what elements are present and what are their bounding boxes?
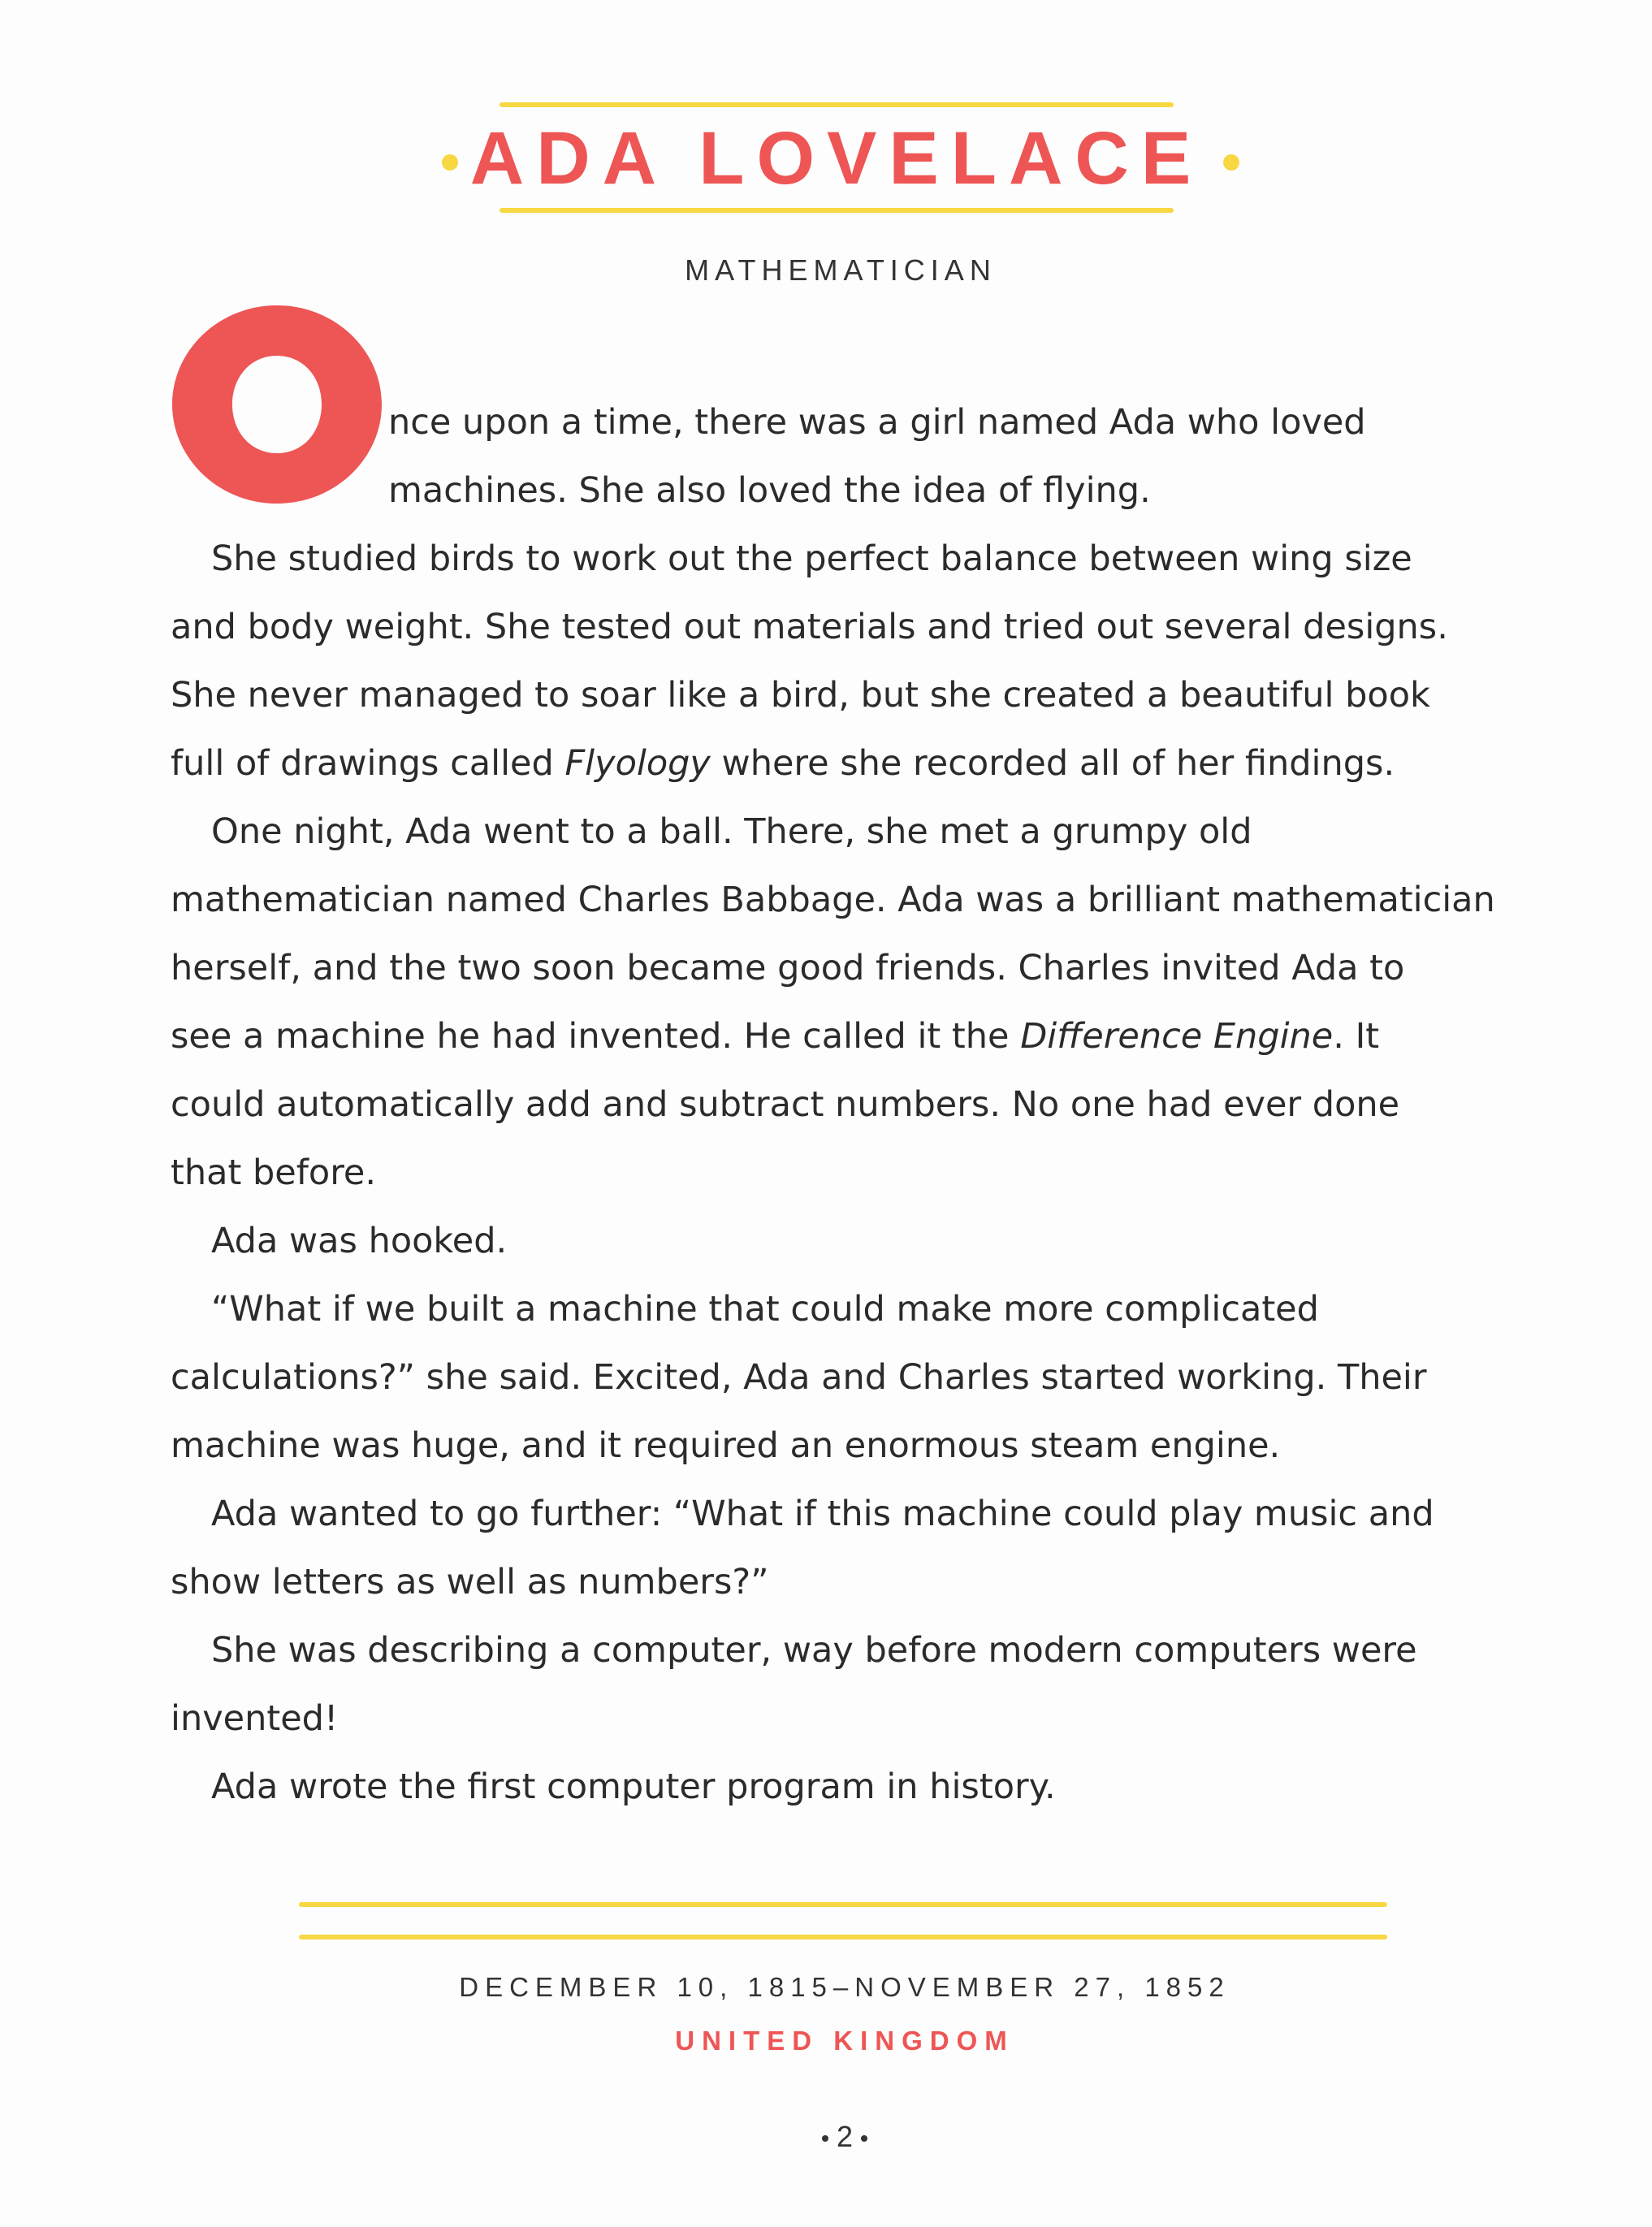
story-text-segment: that before. <box>171 1152 377 1193</box>
drop-cap-o-icon <box>169 302 385 507</box>
story-line <box>211 1217 507 1265</box>
title-top-rule <box>499 102 1174 107</box>
story-text-segment: where she recorded all of her findings. <box>710 743 1395 784</box>
story-text-segment: machine was huge, and it required an enormous steam engine. <box>171 1425 1281 1466</box>
story-text-segment: herself, and the two soon became good friends. Charles invited Ada to <box>171 948 1405 988</box>
profession-subtitle: MATHEMATICIAN <box>685 253 997 287</box>
story-text-segment: She never managed to soar like a bird, but she created a beautiful book <box>171 675 1430 716</box>
story-line <box>211 1762 1056 1811</box>
footer-rule-2 <box>299 1935 1387 1939</box>
story-line <box>171 1694 338 1743</box>
story-text-segment: could automatically add and subtract numbers. No one had ever done <box>171 1084 1400 1125</box>
story-text-segment: and body weight. She tested out materials and tried out several designs. <box>171 607 1448 647</box>
story-line <box>211 1490 1434 1538</box>
story-line <box>171 1558 768 1606</box>
story-text-segment: mathematician named Charles Babbage. Ada was a brilliant mathematician <box>171 880 1495 920</box>
story-text-segment: invented! <box>171 1698 339 1739</box>
country-label: UNITED KINGDOM <box>675 2026 1014 2056</box>
title-bottom-rule <box>499 208 1174 213</box>
story-line <box>171 1012 1379 1061</box>
story-text-segment: calculations?” she said. Excited, Ada and Charles started working. Their <box>171 1357 1427 1398</box>
story-text-segment: Ada wrote the first computer program in history. <box>211 1766 1056 1807</box>
story-text-segment: machines. She also loved the idea of flying. <box>388 470 1151 511</box>
story-line <box>171 1353 1427 1402</box>
story-text-segment: . It <box>1333 1016 1380 1057</box>
story-text-segment: She was describing a computer, way before modern computers were <box>211 1630 1417 1671</box>
title-left-dot <box>442 154 458 171</box>
story-line <box>211 807 1252 856</box>
page-number-right-dot <box>861 2135 867 2142</box>
story-text-segment: full of drawings called <box>171 743 565 784</box>
story-text-segment: show letters as well as numbers?” <box>171 1562 769 1602</box>
story-line <box>171 944 1404 992</box>
story-line <box>171 1421 1280 1470</box>
story-line <box>171 1080 1399 1129</box>
story-text-segment: “What if we built a machine that could make more complicated <box>211 1289 1319 1330</box>
story-line <box>171 876 1495 924</box>
story-text-segment: Ada was hooked. <box>211 1221 508 1261</box>
footer-rule-1 <box>299 1902 1387 1907</box>
story-line <box>171 739 1395 788</box>
story-line <box>211 1285 1319 1334</box>
page-number <box>780 2120 910 2154</box>
page-number-left-dot <box>822 2135 828 2142</box>
story-line <box>171 603 1448 651</box>
page-title: ADA LOVELACE <box>469 117 1204 200</box>
story-text-segment: see a machine he had invented. He called it the <box>171 1016 1021 1057</box>
story-text-segment: Ada wanted to go further: “What if this machine could play music and <box>211 1494 1434 1534</box>
story-line <box>388 466 1151 515</box>
drop-cap <box>169 302 385 507</box>
page-number-value: 2 <box>836 2120 854 2153</box>
story-line <box>211 534 1412 583</box>
story-line <box>171 671 1430 720</box>
story-line <box>388 398 1366 447</box>
title-right-dot <box>1223 154 1239 171</box>
story-text-segment: One night, Ada went to a ball. There, she met a grumpy old <box>211 811 1252 852</box>
italic-title-text: Difference Engine <box>1020 1016 1334 1057</box>
story-line <box>171 1148 376 1197</box>
life-dates: DECEMBER 10, 1815–NOVEMBER 27, 1852 <box>459 1972 1230 2002</box>
story-text-segment: nce upon a time, there was a girl named Ada who loved <box>388 402 1366 443</box>
italic-title-text: Flyology <box>564 743 711 784</box>
story-text-segment: She studied birds to work out the perfect balance between wing size <box>211 538 1412 579</box>
story-line <box>211 1626 1417 1675</box>
